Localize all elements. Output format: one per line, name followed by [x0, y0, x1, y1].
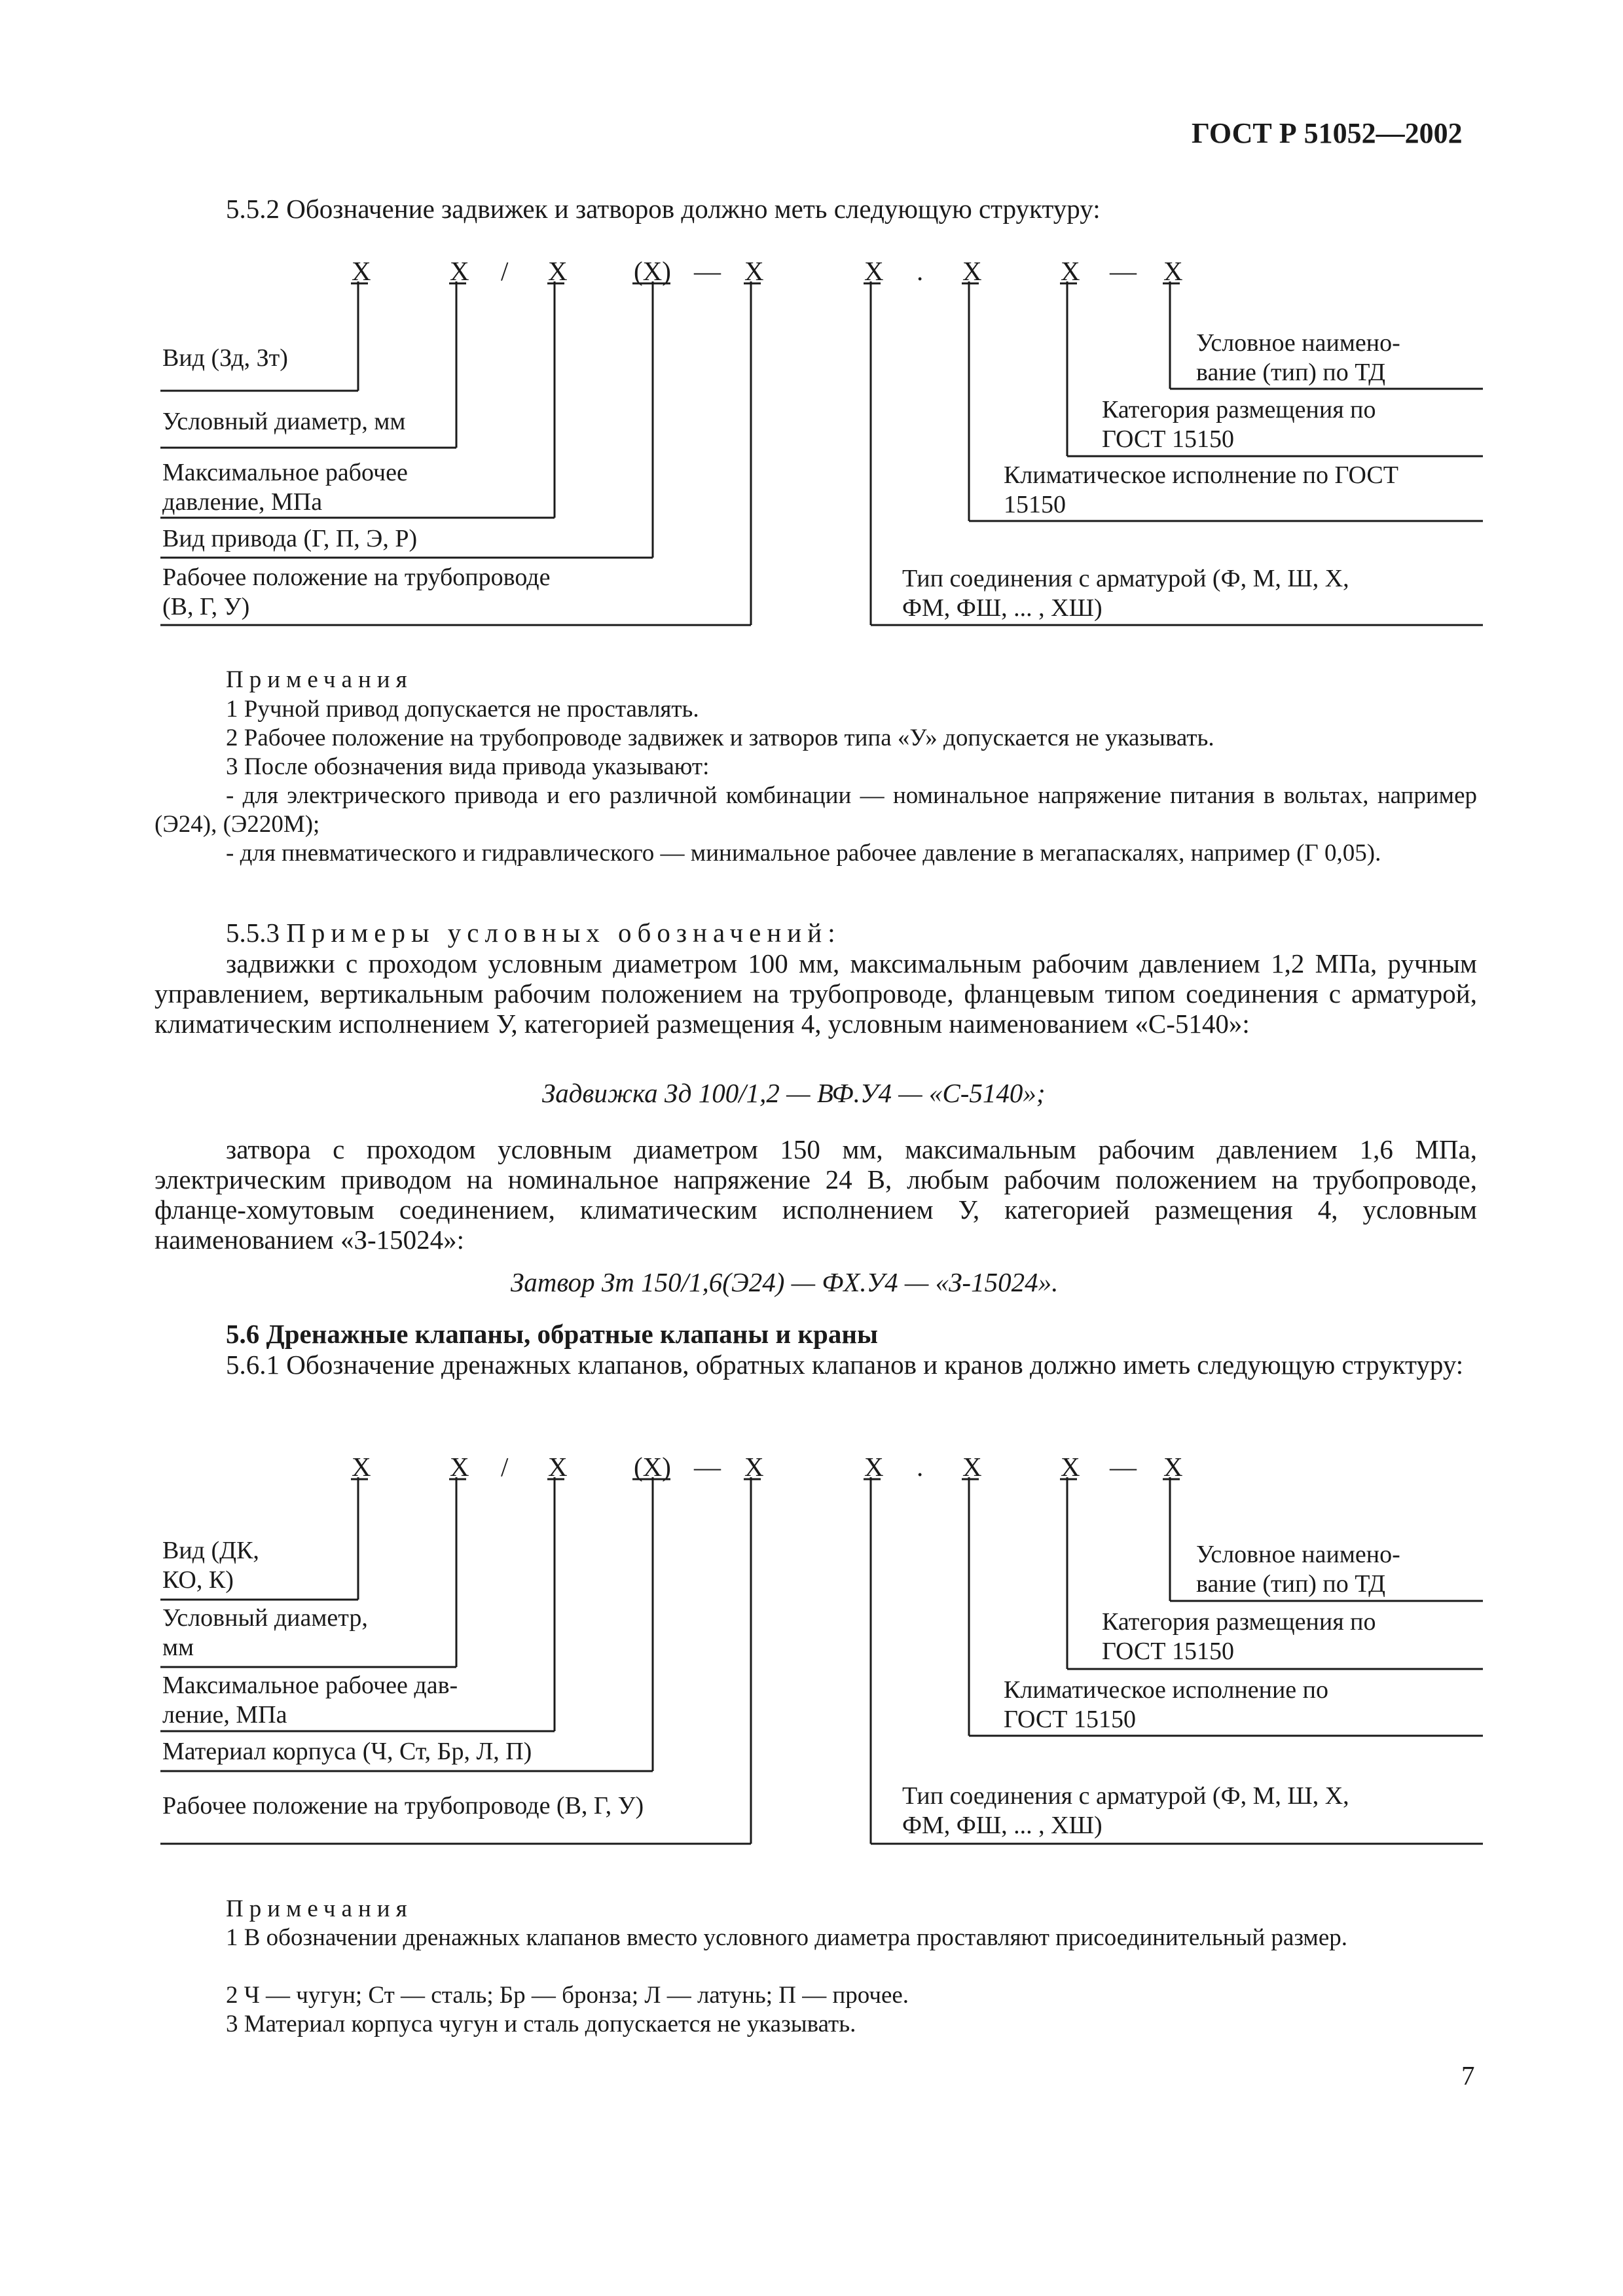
page-number: 7 [1461, 2060, 1475, 2090]
notes-title: Примечания [226, 666, 413, 693]
diagram-label: Климатическое исполнение по ГОСТ 15150 [1004, 1676, 1328, 1733]
section-5-5-3-paragraph-1: задвижки с проходом условным диаметром 100 мм, максимальным рабочим давлением 1,2 МПа, ручным управлением, вертикальным рабочим положением на трубопроводе, фланцевым типом соединения с арматурой, климатическим исполнением У, категорией размещения 4, условным наименованием «С-5140»: [155, 948, 1477, 1039]
code-char: X [864, 256, 884, 286]
code-char: X [1163, 1452, 1183, 1482]
code-char: X [1061, 256, 1080, 286]
code-char: (X) [634, 1452, 671, 1482]
code-char: — [694, 256, 721, 286]
note-item: 1 Ручной привод допускается не проставлять. [226, 696, 699, 723]
section-5-6-1-intro: 5.6.1 Обозначение дренажных клапанов, обратных клапанов и кранов должно иметь следующую структуру: [226, 1350, 1464, 1380]
code-char: X [744, 1452, 764, 1482]
diagram-label: Условный диаметр, мм [162, 1604, 368, 1661]
diagram-label: Максимальное рабочее давление, МПа [162, 459, 408, 516]
section-5-5-3-heading: 5.5.3 Примеры условных обозначений: [226, 918, 841, 948]
code-char: (X) [634, 256, 671, 286]
code-char: X [548, 256, 568, 286]
code-char: X [450, 1452, 469, 1482]
note-item: 3 Материал корпуса чугун и сталь допускается не указывать. [226, 2011, 856, 2037]
example-designation-2: Затвор Зт 150/1,6(Э24) — ФХ.У4 — «З-15024». [511, 1267, 1059, 1297]
code-char: X [962, 256, 982, 286]
note-item: 1 В обозначении дренажных клапанов вместо условного диаметра проставляют присоединительный размер. [226, 1924, 1348, 1951]
code-char: X [352, 256, 371, 286]
code-char: . [917, 256, 924, 286]
diagram-label: Тип соединения с арматурой (Ф, М, Ш, Х, ФМ, ФШ, ... , ХШ) [902, 1782, 1349, 1839]
code-char: . [917, 1452, 924, 1482]
note-item: 2 Ч — чугун; Ст — сталь; Бр — бронза; Л — латунь; П — прочее. [226, 1982, 909, 2009]
diagram-label: Вид (ДК, КО, К) [162, 1537, 259, 1594]
notes-title: Примечания [226, 1895, 413, 1922]
diagram-label: Тип соединения с арматурой (Ф, М, Ш, Х, ФМ, ФШ, ... , ХШ) [902, 565, 1349, 622]
code-char: X [1163, 256, 1183, 286]
code-char: X [962, 1452, 982, 1482]
section-5-5-2-title: 5.5.2 Обозначение задвижек и затворов должно меть следующую структуру: [226, 194, 1101, 224]
note-item: - для пневматического и гидравлического — минимальное рабочее давление в мегапаскалях, например (Г 0,05). [226, 840, 1381, 867]
diagram-label: Категория размещения по ГОСТ 15150 [1102, 396, 1376, 453]
diagram-label: Материал корпуса (Ч, Ст, Бр, Л, П) [162, 1738, 532, 1765]
code-char: — [1110, 256, 1137, 286]
code-char: X [1061, 1452, 1080, 1482]
code-char: X [352, 1452, 371, 1482]
diagram-label: Максимальное рабочее дав- ление, МПа [162, 1672, 458, 1729]
code-char: X [864, 1452, 884, 1482]
code-char: X [744, 256, 764, 286]
code-char: X [450, 256, 469, 286]
diagram-label: Условное наимено- вание (тип) по ТД [1196, 329, 1400, 386]
code-char: X [548, 1452, 568, 1482]
diagram-label: Вид привода (Г, П, Э, Р) [162, 525, 418, 552]
diagram-label: Климатическое исполнение по ГОСТ 15150 [1004, 461, 1398, 518]
section-5-5-3-paragraph-2: затвора с проходом условным диаметром 150 мм, максимальным рабочим давлением 1,6 МПа, электрическим приводом на номинальное напряжение 24 В, любым рабочим положением на трубопроводе, фланце-хомутовым соединением, климатическим исполнением У, категорией размещения 4, условным наименованием «З-15024»: [155, 1134, 1477, 1255]
diagram-label: Условный диаметр, мм [162, 408, 406, 435]
section-5-6-heading: 5.6 Дренажные клапаны, обратные клапаны и краны [226, 1319, 878, 1349]
example-designation-1: Задвижка Зд 100/1,2 — ВФ.У4 — «С-5140»; [542, 1078, 1046, 1108]
diagram-label: Категория размещения по ГОСТ 15150 [1102, 1608, 1376, 1665]
document-header-id: ГОСТ Р 51052—2002 [1192, 117, 1463, 149]
note-item: 3 После обозначения вида привода указывают: [226, 753, 710, 780]
diagram-label: Условное наимено- вание (тип) по ТД [1196, 1541, 1400, 1598]
note-item: - для электрического привода и его различной комбинации — номинальное напряжение питания в вольтах, например (Э24), (Э220М); [155, 782, 1477, 838]
diagram-label: Рабочее положение на трубопроводе (В, Г, У) [162, 564, 551, 620]
note-item: 2 Рабочее положение на трубопроводе задвижек и затворов типа «У» допускается не указывать. [226, 725, 1214, 751]
code-char: / [501, 1452, 509, 1482]
code-char: — [694, 1452, 721, 1482]
code-char: / [501, 256, 509, 286]
code-char: — [1110, 1452, 1137, 1482]
diagram-label: Рабочее положение на трубопроводе (В, Г, У) [162, 1792, 644, 1820]
diagram-label: Вид (Зд, Зт) [162, 344, 288, 372]
